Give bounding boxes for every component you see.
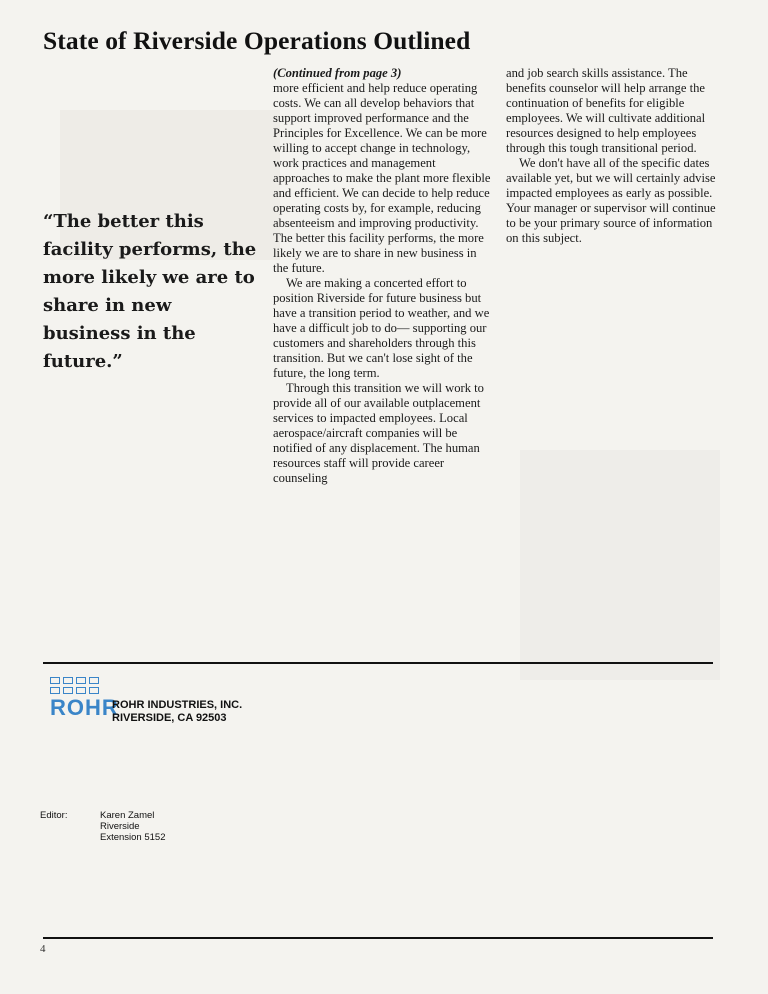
article-paragraph: We are making a concerted effort to position Riverside for future business but have a transition period to weather, and we have a difficult job to do— supporting our customers and shareholders through this transition. But we can't lose sight of the future, the long term. bbox=[273, 276, 490, 380]
footer-divider-top bbox=[43, 662, 713, 664]
company-address: RIVERSIDE, CA 92503 bbox=[112, 712, 227, 724]
logo-wordmark: ROHR bbox=[50, 695, 119, 720]
rohr-logo bbox=[50, 677, 119, 719]
editor-name: Karen Zamel bbox=[100, 810, 155, 821]
editor-extension: Extension 5152 bbox=[100, 832, 166, 843]
editor-label: Editor: bbox=[40, 810, 68, 821]
article-column-2 bbox=[506, 66, 720, 246]
continued-note: (Continued from page 3) bbox=[273, 66, 402, 80]
article-paragraph: Through this transition we will work to provide all of our available outplacement services to impacted employees. Local aerospace/aircraft companies will be notified of any displacement. The human resources staff will provide career counseling bbox=[273, 381, 484, 485]
pull-quote: “The better this facility performs, the more likely we are to share in new business in the future.” bbox=[43, 211, 257, 372]
page-number: 4 bbox=[40, 943, 46, 955]
article-column-1 bbox=[273, 66, 493, 486]
editor-location: Riverside bbox=[100, 821, 140, 832]
footer-divider-bottom bbox=[43, 937, 713, 939]
company-name: ROHR INDUSTRIES, INC. bbox=[112, 699, 243, 711]
article-paragraph: more efficient and help reduce operating costs. We can all develop behaviors that support improved performance and the Principles for Excellence. We can be more willing to accept change in technology, work practices and management approaches to make the plant more flexible and efficient. We can decide to help reduce operating costs by, for example, reducing absenteeism and improving productivity. The better this facility performs, the more likely we are to share in new business in the future. bbox=[273, 81, 491, 275]
editor-info bbox=[100, 810, 166, 843]
article-paragraph: We don't have all of the specific dates available yet, but we will certainly advise impacted employees as early as possible. Your manager or supervisor will continue to be your primary source of information on this subject. bbox=[506, 156, 716, 245]
article-paragraph: and job search skills assistance. The benefits counselor will help arrange the continuation of benefits for eligible employees. We will cultivate additional resources designed to help employees through this tough transitional period. bbox=[506, 66, 706, 155]
logo-grid-icon bbox=[50, 677, 119, 694]
company-block bbox=[112, 699, 242, 725]
bleed-through-decoration bbox=[520, 450, 720, 680]
article-title: State of Riverside Operations Outlined bbox=[43, 26, 471, 55]
